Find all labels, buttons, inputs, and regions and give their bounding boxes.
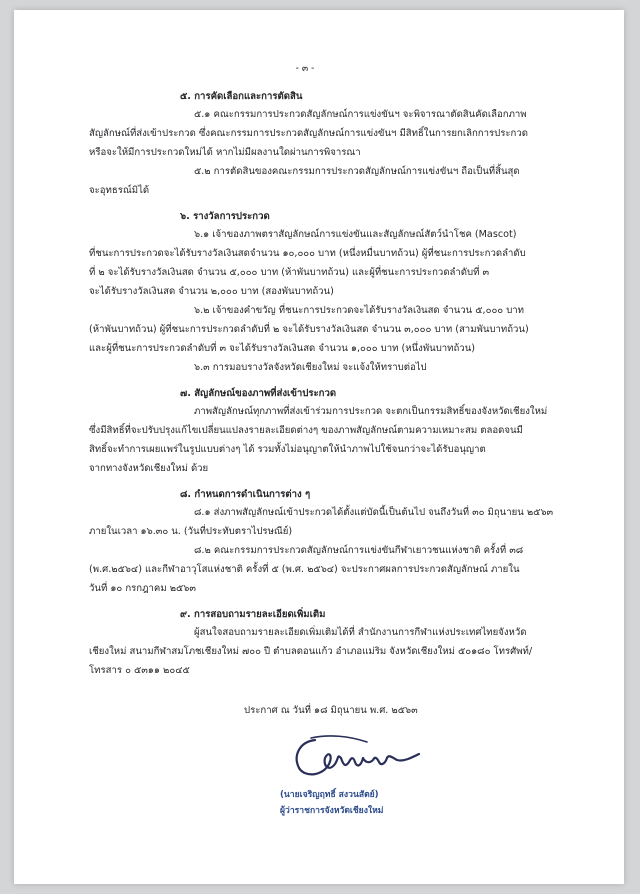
- section-9-line-3: โทรสาร ๐ ๕๓๑๑ ๒๐๔๕: [89, 665, 190, 676]
- section-6-line-1: ๖.๑ เจ้าของภาพตราสัญลักษณ์การแข่งขันและสัญลักษณ์สัตว์นำโชค (Mascot): [194, 229, 517, 240]
- section-5-line-5: จะอุทธรณ์มิได้: [89, 185, 150, 196]
- section-6-line-6: (ห้าพันบาทถ้วน) ผู้ที่ชนะการประกวดลำดับที่ ๒ จะได้รับรางวัลเงินสด จำนวน ๓,๐๐๐ บาท (สามพันบาทถ้วน): [89, 324, 529, 335]
- section-8-line-3: ๘.๒ คณะกรรมการประกวดสัญลักษณ์การแข่งขันกีฬาเยาวชนแห่งชาติ ครั้งที่ ๓๘: [194, 545, 524, 556]
- section-7-line-4: จากทางจังหวัดเชียงใหม่ ด้วย: [89, 463, 209, 474]
- section-7-line-2: ซึ่งมีสิทธิ์ที่จะปรับปรุงแก้ไขเปลี่ยนแปลงรายละเอียดต่างๆ ของภาพสัญลักษณ์ตามความเหมาะสม ตลอดจนมี: [89, 425, 523, 436]
- section-5-line-4: ๕.๒ การตัดสินของคณะกรรมการประกวดสัญลักษณ์การแข่งขันฯ ถือเป็นที่สิ้นสุด: [194, 166, 520, 177]
- section-7-heading: ๗. สัญลักษณ์ของภาพที่ส่งเข้าประกวด: [180, 388, 337, 399]
- section-8-line-4: (พ.ศ.๒๕๖๔) และกีฬาอาวุโสแห่งชาติ ครั้งที่ ๕ (พ.ศ. ๒๕๖๔) จะประกาศผลการประกวดสัญลักษณ์ ภายใน: [89, 564, 520, 575]
- section-6-line-8: ๖.๓ การมอบรางวัลจังหวัดเชียงใหม่ จะแจ้งให้ทราบต่อไป: [194, 362, 427, 373]
- section-5-line-2: สัญลักษณ์ที่ส่งเข้าประกวด ซึ่งคณะกรรมการประกวดสัญลักษณ์การแข่งขันฯ มีสิทธิ์ในการยกเลิกการประกวด: [89, 128, 528, 139]
- section-7-line-3: สิทธิ์จะทำการเผยแพร่ในรูปแบบต่างๆ ได้ รวมทั้งไม่อนุญาตให้นำภาพไปใช้จนกว่าจะได้รับอนุญาต: [89, 444, 486, 455]
- page-number: - ๓ -: [295, 63, 315, 74]
- section-6-line-7: และผู้ที่ชนะการประกวดลำดับที่ ๓ จะได้รับรางวัลเงินสด จำนวน ๑,๐๐๐ บาท (หนึ่งพันบาทถ้วน): [89, 343, 475, 354]
- section-6-line-5: ๖.๒ เจ้าของคำขวัญ ที่ชนะการประกวดจะได้รับรางวัลเงินสด จำนวน ๕,๐๐๐ บาท: [194, 305, 525, 316]
- signature-icon: [289, 728, 429, 784]
- section-6-line-3: ที่ ๒ จะได้รับรางวัลเงินสด จำนวน ๕,๐๐๐ บาท (ห้าพันบาทถ้วน) และผู้ที่ชนะการประกวดลำดับที่ ๓: [89, 267, 490, 278]
- signatory-title: ผู้ว่าราชการจังหวัดเชียงใหม่: [280, 806, 384, 816]
- section-5-line-1: ๕.๑ คณะกรรมการประกวดสัญลักษณ์การแข่งขันฯ จะพิจารณาตัดสินคัดเลือกภาพ: [194, 109, 527, 120]
- signatory-name: (นายเจริญฤทธิ์ สงวนสัตย์): [280, 790, 379, 800]
- section-5-heading: ๕. การคัดเลือกและการตัดสิน: [180, 91, 303, 102]
- section-9-line-1: ผู้สนใจสอบถามรายละเอียดเพิ่มเติมได้ที่ สำนักงานการกีฬาแห่งประเทศไทยจังหวัด: [194, 627, 527, 638]
- document-page: [14, 10, 624, 884]
- section-7-line-1: ภาพสัญลักษณ์ทุกภาพที่ส่งเข้าร่วมการประกวด จะตกเป็นกรรมสิทธิ์ของจังหวัดเชียงใหม่: [194, 406, 548, 417]
- section-6-heading: ๖. รางวัลการประกวด: [180, 211, 270, 222]
- section-8-heading: ๘. กำหนดการดำเนินการต่าง ๆ: [180, 489, 311, 500]
- section-6-line-4: จะได้รับรางวัลเงินสด จำนวน ๒,๐๐๐ บาท (สองพันบาทถ้วน): [89, 286, 334, 297]
- section-5-line-3: หรือจะให้มีการประกวดใหม่ได้ หากไม่มีผลงานใดผ่านการพิจารณา: [89, 147, 361, 158]
- announcement-date: ประกาศ ณ วันที่ ๑๘ มิถุนายน พ.ศ. ๒๕๖๓: [244, 705, 418, 716]
- section-6-line-2: ที่ชนะการประกวดจะได้รับรางวัลเงินสดจำนวน ๑๐,๐๐๐ บาท (หนึ่งหมื่นบาทถ้วน) ผู้ที่ชนะการประกวดลำดับ: [89, 248, 526, 259]
- section-8-line-2: ภายในเวลา ๑๖.๓๐ น. (วันที่ประทับตราไปรษณีย์): [89, 526, 293, 537]
- section-8-line-5: วันที่ ๑๐ กรกฎาคม ๒๕๖๓: [89, 583, 196, 594]
- section-9-line-2: เชียงใหม่ สนามกีฬาสมโภชเชียงใหม่ ๗๐๐ ปี ตำบลดอนแก้ว อำเภอแม่ริม จังหวัดเชียงใหม่ ๕๐๑๘๐ โทรศัพท์/: [89, 646, 533, 657]
- section-8-line-1: ๘.๑ ส่งภาพสัญลักษณ์เข้าประกวดได้ตั้งแต่บัดนี้เป็นต้นไป จนถึงวันที่ ๓๐ มิถุนายน ๒๕๖๓: [194, 507, 554, 518]
- section-9-heading: ๙. การสอบถามรายละเอียดเพิ่มเติม: [180, 609, 326, 620]
